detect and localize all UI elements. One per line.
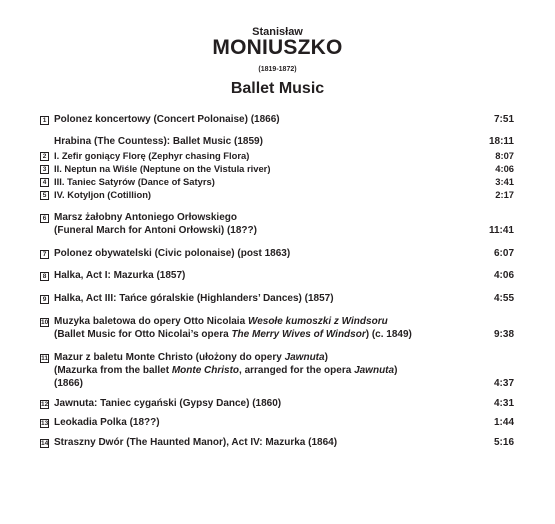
track-number: 5 bbox=[40, 191, 49, 200]
work-duration: 18:11 bbox=[488, 136, 514, 147]
title-text: (Ballet Music for Otto Nicolai’s opera bbox=[54, 329, 232, 340]
track-row bbox=[40, 316, 514, 344]
track-title-line2 bbox=[54, 329, 412, 342]
track-number: 9 bbox=[40, 295, 49, 304]
track-duration: 11:41 bbox=[488, 225, 514, 236]
track-title: Leokadia Polka (18??) bbox=[54, 417, 160, 428]
track-number: 8 bbox=[40, 272, 49, 281]
track-duration: 4:55 bbox=[493, 293, 514, 304]
track-title-line2 bbox=[54, 365, 397, 378]
track-title: IV. Kotyljon (Cotillion) bbox=[54, 189, 152, 200]
opera-title: Jawnuta bbox=[354, 365, 395, 376]
track-title-line1 bbox=[54, 316, 388, 329]
track-title: Halka, Act III: Tańce góralskie (Highlanders’ Dances) (1857) bbox=[54, 293, 334, 304]
track-number: 14 bbox=[41, 440, 49, 447]
track-duration: 9:38 bbox=[493, 329, 514, 340]
track-number: 2 bbox=[40, 152, 49, 161]
title-text: (Mazurka from the ballet bbox=[54, 365, 172, 376]
track-number: 3 bbox=[40, 165, 49, 174]
title-text: ) bbox=[324, 352, 328, 363]
track-duration: 8:07 bbox=[495, 150, 514, 161]
track-number: 1 bbox=[40, 116, 49, 125]
track-duration: 4:06 bbox=[493, 270, 514, 281]
track-duration: 5:16 bbox=[493, 437, 514, 448]
track-duration: 6:07 bbox=[493, 248, 514, 259]
track-duration: 7:51 bbox=[493, 114, 514, 125]
track-duration: 2:17 bbox=[495, 189, 514, 200]
track-number: 12 bbox=[41, 401, 49, 408]
composer-dates: (1819-1872) bbox=[258, 66, 297, 73]
opera-title: Jawnuta bbox=[284, 352, 325, 363]
track-duration: 1:44 bbox=[493, 417, 514, 428]
track-number: 13 bbox=[41, 420, 49, 427]
title-text: ) (c. 1849) bbox=[365, 329, 412, 340]
track-row bbox=[40, 212, 514, 240]
track-title: II. Neptun na Wiśle (Neptune on the Vistula river) bbox=[54, 163, 271, 174]
track-title-line1 bbox=[54, 352, 328, 365]
title-text: Muzyka baletowa do opery Otto Nicolaia bbox=[54, 316, 248, 327]
composer-last-name: MONIUSZKO bbox=[212, 36, 343, 59]
track-duration: 4:06 bbox=[495, 163, 514, 174]
track-title: Halka, Act I: Mazurka (1857) bbox=[54, 270, 186, 281]
track-duration: 3:41 bbox=[495, 176, 514, 187]
track-title: III. Taniec Satyrów (Dance of Satyrs) bbox=[54, 176, 215, 187]
ballet-title: Monte Christo bbox=[171, 365, 240, 376]
title-text: Mazur z baletu Monte Christo (ułożony do opery bbox=[54, 352, 285, 363]
track-number: 4 bbox=[40, 178, 49, 187]
composer-first-name: Stanisław bbox=[252, 26, 303, 38]
opera-title-polish: Wesołe kumoszki z Windsoru bbox=[247, 316, 388, 327]
track-title: Polonez koncertowy (Concert Polonaise) (1866) bbox=[54, 114, 280, 125]
track-number: 7 bbox=[40, 250, 49, 259]
track-title: Jawnuta: Taniec cygański (Gypsy Dance) (1860) bbox=[54, 398, 282, 409]
page-title: Ballet Music bbox=[230, 80, 325, 97]
track-number: 10 bbox=[41, 319, 49, 326]
track-row bbox=[40, 352, 514, 394]
track-title-line1: Marsz żałobny Antoniego Orłowskiego bbox=[54, 212, 237, 223]
track-title: Polonez obywatelski (Civic polonaise) (post 1863) bbox=[54, 248, 291, 259]
track-title-line3: (1866) bbox=[54, 378, 83, 389]
opera-title-english: The Merry Wives of Windsor bbox=[231, 329, 366, 340]
track-duration: 4:31 bbox=[493, 398, 514, 409]
track-title-line2: (Funeral March for Antoni Orłowski) (18??) bbox=[54, 225, 257, 236]
title-text: ) bbox=[394, 365, 398, 376]
track-title: Straszny Dwór (The Haunted Manor), Act IV: Mazurka (1864) bbox=[54, 437, 338, 448]
work-title: Hrabina (The Countess): Ballet Music (1859) bbox=[54, 136, 263, 147]
track-title: I. Zefir goniący Florę (Zephyr chasing Flora) bbox=[54, 150, 250, 161]
track-number: 11 bbox=[41, 355, 48, 362]
title-text: , arranged for the opera bbox=[239, 365, 355, 376]
track-number: 6 bbox=[40, 214, 49, 223]
track-duration: 4:37 bbox=[493, 378, 514, 389]
